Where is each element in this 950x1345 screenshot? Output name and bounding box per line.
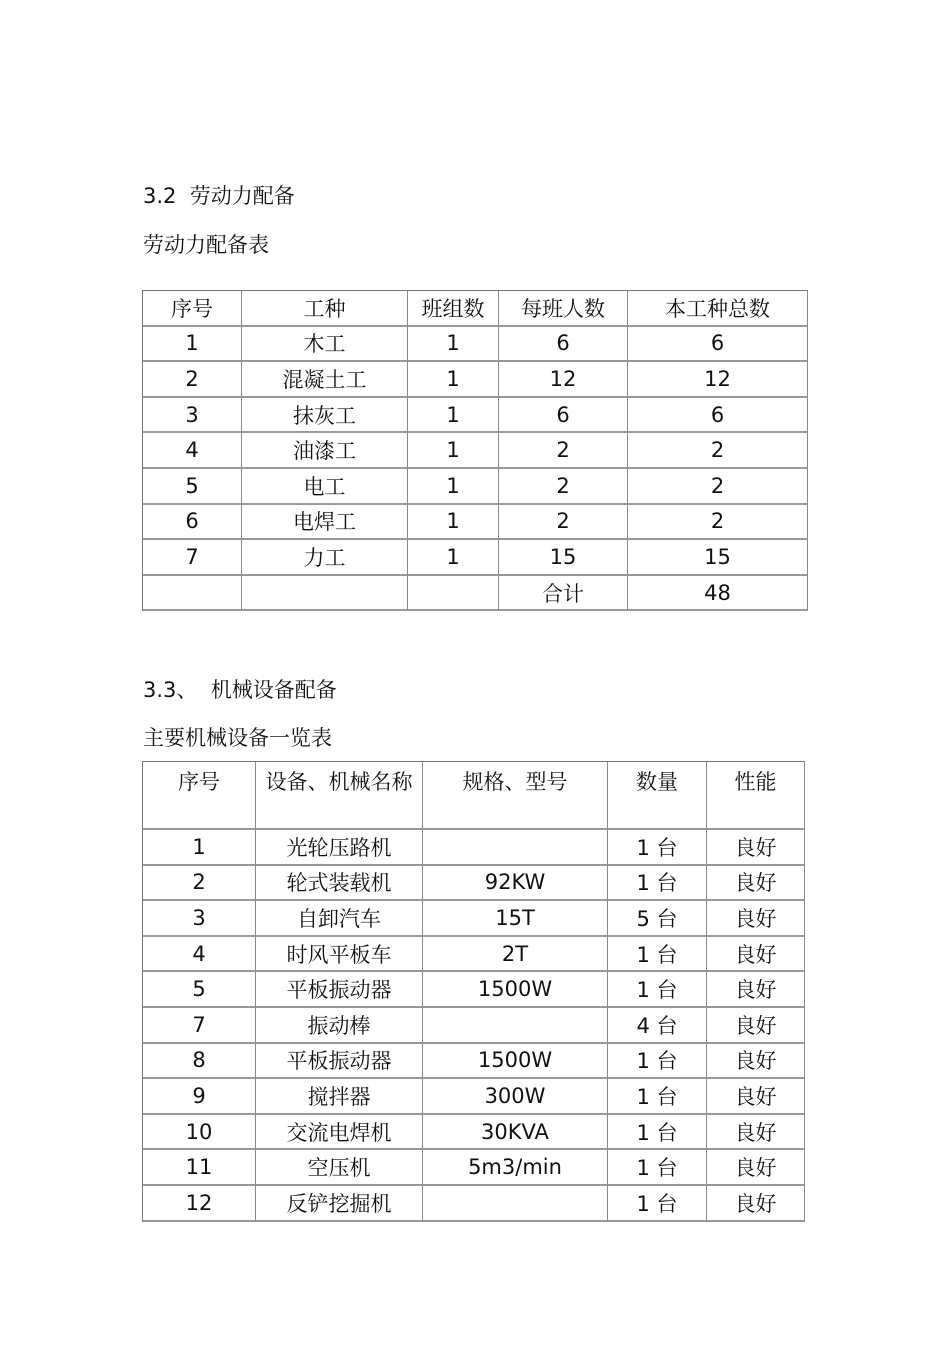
cell-quantity: 1 台 [608, 866, 707, 902]
cell-condition: 良好 [707, 937, 805, 973]
cell-quantity: 1 台 [608, 1150, 707, 1186]
cell-empty [242, 576, 408, 612]
cell-index: 9 [143, 1079, 256, 1115]
cell-total: 6 [628, 327, 808, 363]
cell-spec: 5m3/min [423, 1150, 608, 1186]
table-row [143, 1115, 805, 1151]
cell-equipment-name: 振动棒 [256, 1008, 423, 1044]
cell-condition: 良好 [707, 1115, 805, 1151]
cell-condition: 良好 [707, 1186, 805, 1222]
table-row [143, 1186, 805, 1222]
column-header: 序号 [143, 762, 256, 830]
column-header: 数量 [608, 762, 707, 830]
cell-index: 4 [143, 937, 256, 973]
cell-condition: 良好 [707, 1079, 805, 1115]
cell-condition: 良好 [707, 830, 805, 866]
equipment-table [142, 761, 805, 1222]
cell-spec: 30KVA [423, 1115, 608, 1151]
cell-equipment-name: 空压机 [256, 1150, 423, 1186]
table-row [143, 398, 808, 434]
table-row [143, 1079, 805, 1115]
cell-quantity: 1 台 [608, 1044, 707, 1080]
cell-index: 10 [143, 1115, 256, 1151]
cell-index: 7 [143, 1008, 256, 1044]
cell-quantity: 1 台 [608, 937, 707, 973]
column-header: 规格、型号 [423, 762, 608, 830]
cell-quantity: 4 台 [608, 1008, 707, 1044]
cell-index: 2 [143, 866, 256, 902]
cell-spec: 92KW [423, 866, 608, 902]
table-row [143, 540, 808, 576]
cell-spec [423, 1186, 608, 1222]
cell-spec: 15T [423, 901, 608, 937]
cell-per-team: 2 [499, 469, 628, 505]
cell-per-team: 6 [499, 398, 628, 434]
cell-index: 3 [143, 901, 256, 937]
cell-index: 4 [143, 433, 242, 469]
cell-quantity: 1 台 [608, 1079, 707, 1115]
table-row [143, 972, 805, 1008]
table-header-row [143, 291, 808, 327]
cell-per-team: 2 [499, 433, 628, 469]
column-header: 设备、机械名称 [256, 762, 423, 830]
table-row [143, 327, 808, 363]
cell-index: 3 [143, 398, 242, 434]
cell-quantity: 1 台 [608, 830, 707, 866]
cell-empty [143, 576, 242, 612]
cell-teams: 1 [408, 540, 499, 576]
cell-spec: 1500W [423, 972, 608, 1008]
cell-trade: 木工 [242, 327, 408, 363]
column-header: 工种 [242, 291, 408, 327]
cell-trade: 抹灰工 [242, 398, 408, 434]
table-row [143, 937, 805, 973]
cell-index: 5 [143, 469, 242, 505]
cell-spec: 1500W [423, 1044, 608, 1080]
cell-index: 12 [143, 1186, 256, 1222]
cell-condition: 良好 [707, 901, 805, 937]
cell-trade: 电工 [242, 469, 408, 505]
cell-teams: 1 [408, 327, 499, 363]
table-row [143, 1150, 805, 1186]
cell-teams: 1 [408, 505, 499, 541]
table-caption-labor: 劳动力配备表 [143, 233, 269, 257]
cell-index: 6 [143, 505, 242, 541]
cell-equipment-name: 反铲挖掘机 [256, 1186, 423, 1222]
cell-condition: 良好 [707, 1150, 805, 1186]
cell-spec [423, 1008, 608, 1044]
table-row [143, 505, 808, 541]
cell-index: 11 [143, 1150, 256, 1186]
cell-index: 5 [143, 972, 256, 1008]
column-header: 班组数 [408, 291, 499, 327]
cell-index: 2 [143, 362, 242, 398]
cell-quantity: 1 台 [608, 1186, 707, 1222]
cell-quantity: 1 台 [608, 972, 707, 1008]
cell-condition: 良好 [707, 866, 805, 902]
cell-quantity: 5 台 [608, 901, 707, 937]
table-row [143, 901, 805, 937]
table-row [143, 1008, 805, 1044]
cell-teams: 1 [408, 469, 499, 505]
section-heading-equipment: 3.3、 机械设备配备 [143, 678, 337, 702]
cell-equipment-name: 平板振动器 [256, 1044, 423, 1080]
cell-total: 2 [628, 433, 808, 469]
cell-spec [423, 830, 608, 866]
cell-equipment-name: 搅拌器 [256, 1079, 423, 1115]
cell-total: 2 [628, 505, 808, 541]
column-header: 性能 [707, 762, 805, 830]
table-total-row [143, 576, 808, 612]
table-caption-equipment: 主要机械设备一览表 [143, 726, 332, 750]
cell-per-team: 2 [499, 505, 628, 541]
table-header-row [143, 762, 805, 830]
total-value: 48 [628, 576, 808, 612]
cell-equipment-name: 光轮压路机 [256, 830, 423, 866]
cell-index: 8 [143, 1044, 256, 1080]
cell-total: 2 [628, 469, 808, 505]
column-header: 序号 [143, 291, 242, 327]
column-header: 本工种总数 [628, 291, 808, 327]
cell-teams: 1 [408, 362, 499, 398]
cell-trade: 混凝土工 [242, 362, 408, 398]
cell-condition: 良好 [707, 972, 805, 1008]
cell-condition: 良好 [707, 1008, 805, 1044]
table-row [143, 362, 808, 398]
cell-teams: 1 [408, 398, 499, 434]
cell-total: 15 [628, 540, 808, 576]
cell-spec: 300W [423, 1079, 608, 1115]
table-row [143, 469, 808, 505]
cell-index: 1 [143, 327, 242, 363]
cell-trade: 电焊工 [242, 505, 408, 541]
cell-equipment-name: 轮式装载机 [256, 866, 423, 902]
cell-teams: 1 [408, 433, 499, 469]
column-header: 每班人数 [499, 291, 628, 327]
cell-index: 7 [143, 540, 242, 576]
cell-per-team: 6 [499, 327, 628, 363]
cell-index: 1 [143, 830, 256, 866]
cell-equipment-name: 时风平板车 [256, 937, 423, 973]
labor-table [142, 290, 808, 611]
total-label: 合计 [499, 576, 628, 612]
cell-equipment-name: 平板振动器 [256, 972, 423, 1008]
cell-condition: 良好 [707, 1044, 805, 1080]
cell-trade: 油漆工 [242, 433, 408, 469]
cell-equipment-name: 交流电焊机 [256, 1115, 423, 1151]
cell-empty [408, 576, 499, 612]
section-heading-labor: 3.2 劳动力配备 [143, 184, 295, 208]
cell-spec: 2T [423, 937, 608, 973]
cell-total: 6 [628, 398, 808, 434]
cell-equipment-name: 自卸汽车 [256, 901, 423, 937]
cell-per-team: 15 [499, 540, 628, 576]
cell-trade: 力工 [242, 540, 408, 576]
cell-quantity: 1 台 [608, 1115, 707, 1151]
table-row [143, 1044, 805, 1080]
cell-total: 12 [628, 362, 808, 398]
table-row [143, 866, 805, 902]
table-row [143, 433, 808, 469]
cell-per-team: 12 [499, 362, 628, 398]
table-row [143, 830, 805, 866]
